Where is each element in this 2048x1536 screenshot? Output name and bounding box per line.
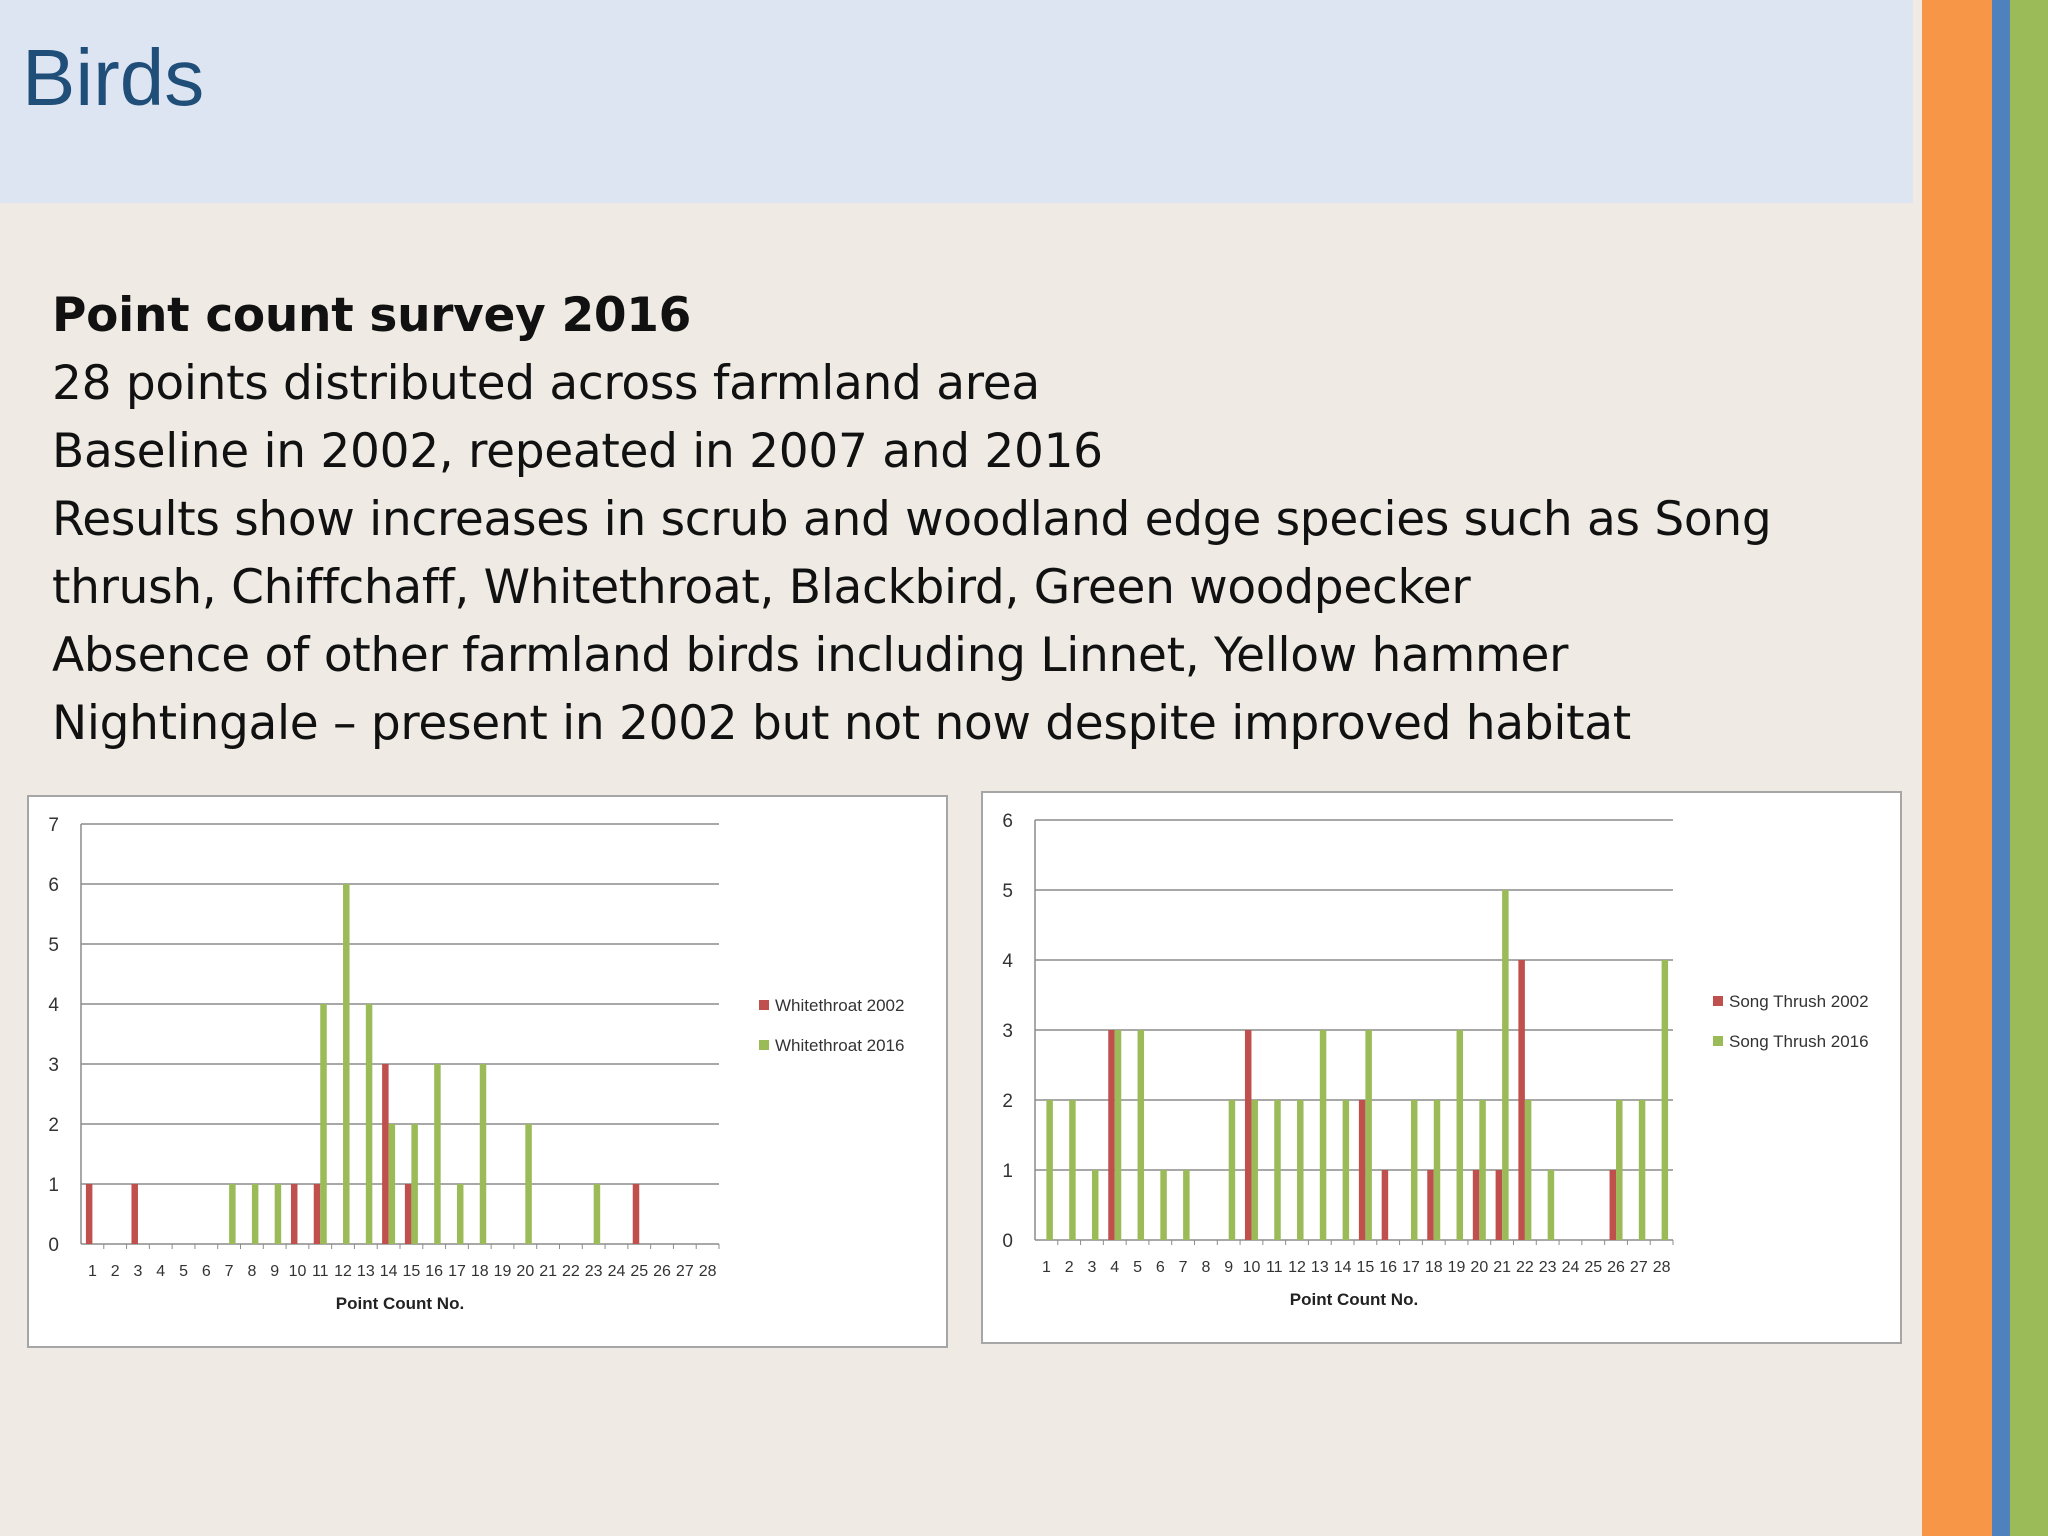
song-thrush-y-tick-label: 0 [1002,1231,1013,1252]
whitethroat-x-tick-label: 10 [288,1263,307,1280]
song-thrush-x-tick-label: 28 [1652,1259,1671,1276]
song-thrush-x-tick-label: 20 [1470,1259,1489,1276]
whitethroat-x-tick-label: 14 [379,1263,398,1280]
song-thrush-bar-2016-point-26 [1616,1100,1623,1240]
whitethroat-bar-2016-point-16 [434,1064,441,1244]
whitethroat-x-tick-label: 2 [110,1263,120,1280]
song-thrush-x-tick-label: 24 [1561,1259,1580,1276]
whitethroat-chart [27,795,948,1348]
whitethroat-x-tick-label: 25 [630,1263,649,1280]
whitethroat-x-tick-label: 7 [224,1263,234,1280]
blue-side-stripe [1992,0,2010,1536]
song-thrush-x-tick-label: 27 [1629,1259,1648,1276]
whitethroat-x-tick-label: 13 [356,1263,375,1280]
whitethroat-x-tick-label: 27 [675,1263,694,1280]
song-thrush-bar-2016-point-14 [1343,1100,1350,1240]
whitethroat-y-tick-label: 4 [48,995,59,1016]
song-thrush-y-tick-label: 2 [1002,1091,1013,1112]
whitethroat-bar-2002-point-14 [382,1064,389,1244]
song-thrush-bar-2016-point-18 [1434,1100,1441,1240]
whitethroat-x-tick-label: 21 [539,1263,558,1280]
song-thrush-bar-2002-point-10 [1245,1030,1252,1240]
whitethroat-x-tick-label: 17 [448,1263,466,1280]
whitethroat-x-tick-label: 11 [311,1263,329,1280]
song-thrush-x-tick-label: 26 [1607,1259,1625,1276]
song-thrush-y-tick-label: 3 [1002,1021,1013,1042]
whitethroat-y-tick-label: 3 [48,1055,59,1076]
song-thrush-x-tick-label: 14 [1333,1259,1352,1276]
song-thrush-bar-2016-point-9 [1229,1100,1236,1240]
whitethroat-legend-swatch [759,1000,769,1010]
song-thrush-legend-label: Song Thrush 2016 [1729,1032,1869,1051]
whitethroat-y-tick-label: 6 [48,875,59,896]
whitethroat-x-tick-label: 9 [270,1263,280,1280]
song-thrush-y-tick-label: 1 [1002,1161,1013,1182]
song-thrush-x-tick-label: 19 [1447,1259,1466,1276]
song-thrush-y-tick-label: 4 [1002,951,1013,972]
orange-side-stripe [1922,0,1992,1536]
whitethroat-x-tick-label: 24 [607,1263,626,1280]
song-thrush-bar-2016-point-23 [1548,1170,1555,1240]
song-thrush-bar-2016-point-15 [1365,1030,1372,1240]
whitethroat-bar-2016-point-20 [525,1124,532,1244]
song-thrush-x-tick-label: 7 [1178,1259,1188,1276]
song-thrush-x-tick-label: 9 [1224,1259,1234,1276]
whitethroat-bar-2016-point-13 [366,1004,373,1244]
song-thrush-bar-2002-point-22 [1518,960,1525,1240]
whitethroat-bar-2002-point-11 [314,1184,321,1244]
whitethroat-x-tick-label: 22 [561,1263,580,1280]
whitethroat-x-tick-label: 28 [698,1263,717,1280]
song-thrush-x-tick-label: 18 [1424,1259,1443,1276]
song-thrush-bar-2016-point-10 [1251,1100,1258,1240]
song-thrush-legend-swatch [1713,996,1723,1006]
song-thrush-x-tick-label: 11 [1265,1259,1283,1276]
title-banner [0,0,1913,203]
whitethroat-bar-2016-point-12 [343,884,350,1244]
song-thrush-x-tick-label: 12 [1288,1259,1306,1276]
song-thrush-x-tick-label: 2 [1064,1259,1074,1276]
song-thrush-x-tick-label: 1 [1041,1259,1051,1276]
song-thrush-bar-2016-point-4 [1115,1030,1122,1240]
song-thrush-bar-2002-point-26 [1610,1170,1617,1240]
whitethroat-y-tick-label: 0 [48,1235,59,1256]
song-thrush-bar-2016-point-27 [1639,1100,1646,1240]
song-thrush-bar-2016-point-11 [1274,1100,1281,1240]
whitethroat-x-tick-label: 4 [156,1263,166,1280]
whitethroat-y-tick-label: 7 [48,815,59,836]
whitethroat-y-tick-label: 2 [48,1115,59,1136]
slide-body [52,282,1852,758]
whitethroat-x-tick-label: 23 [584,1263,603,1280]
whitethroat-x-tick-label: 26 [653,1263,671,1280]
song-thrush-bar-2016-point-7 [1183,1170,1190,1240]
whitethroat-legend-label: Whitethroat 2016 [775,1036,905,1055]
song-thrush-bar-2016-point-22 [1525,1100,1532,1240]
whitethroat-x-tick-label: 12 [334,1263,352,1280]
whitethroat-x-tick-label: 16 [425,1263,444,1280]
whitethroat-bar-2002-point-15 [405,1184,412,1244]
song-thrush-legend-swatch [1713,1036,1723,1046]
song-thrush-legend-label: Song Thrush 2002 [1729,992,1869,1011]
song-thrush-x-axis-label: Point Count No. [1289,1290,1419,1309]
song-thrush-bar-2016-point-19 [1457,1030,1464,1240]
slide-title: Birds [22,33,205,122]
song-thrush-bar-2002-point-4 [1108,1030,1115,1240]
whitethroat-bar-2016-point-15 [411,1124,418,1244]
song-thrush-x-tick-label: 17 [1402,1259,1420,1276]
whitethroat-bar-2016-point-11 [320,1004,327,1244]
whitethroat-legend-label: Whitethroat 2002 [775,996,905,1015]
whitethroat-x-tick-label: 18 [470,1263,489,1280]
whitethroat-x-tick-label: 8 [247,1263,257,1280]
song-thrush-bar-2016-point-17 [1411,1100,1418,1240]
song-thrush-bar-2016-point-3 [1092,1170,1099,1240]
song-thrush-bar-2016-point-1 [1046,1100,1053,1240]
whitethroat-bar-2002-point-25 [633,1184,640,1244]
song-thrush-bar-2016-point-5 [1138,1030,1145,1240]
whitethroat-bar-2002-point-10 [291,1184,298,1244]
body-line-results: Results show increases in scrub and woodland edge species such as Song thrush, Chiffchaff, Whitethroat, Blackbird, Green woodpecker [52,492,1772,615]
song-thrush-x-tick-label: 25 [1584,1259,1603,1276]
song-thrush-x-tick-label: 13 [1310,1259,1329,1276]
whitethroat-x-tick-label: 3 [133,1263,143,1280]
song-thrush-x-tick-label: 10 [1242,1259,1261,1276]
song-thrush-bar-2016-point-21 [1502,890,1509,1240]
song-thrush-bar-2002-point-20 [1473,1170,1480,1240]
song-thrush-y-tick-label: 6 [1002,811,1013,832]
whitethroat-x-axis-label: Point Count No. [335,1294,465,1313]
song-thrush-x-tick-label: 4 [1110,1259,1120,1276]
song-thrush-chart-svg [983,793,1904,1346]
body-line-absence: Absence of other farmland birds including Linnet, Yellow hammer [52,628,1569,683]
whitethroat-legend-swatch [759,1040,769,1050]
song-thrush-bar-2016-point-28 [1662,960,1669,1240]
song-thrush-x-tick-label: 16 [1379,1259,1398,1276]
song-thrush-bar-2002-point-18 [1427,1170,1434,1240]
whitethroat-bar-2016-point-9 [275,1184,282,1244]
whitethroat-chart-svg [29,797,950,1350]
whitethroat-bar-2016-point-8 [252,1184,259,1244]
whitethroat-x-tick-label: 15 [402,1263,421,1280]
song-thrush-bar-2002-point-16 [1382,1170,1389,1240]
whitethroat-y-tick-label: 5 [48,935,59,956]
song-thrush-bar-2016-point-20 [1479,1100,1486,1240]
whitethroat-bar-2002-point-3 [131,1184,138,1244]
song-thrush-x-tick-label: 3 [1087,1259,1097,1276]
song-thrush-bar-2002-point-21 [1496,1170,1503,1240]
song-thrush-x-tick-label: 21 [1493,1259,1512,1276]
song-thrush-x-tick-label: 22 [1515,1259,1534,1276]
green-side-stripe [2010,0,2048,1536]
whitethroat-x-tick-label: 1 [87,1263,97,1280]
song-thrush-x-tick-label: 5 [1133,1259,1142,1276]
body-line-nightingale: Nightingale – present in 2002 but not now despite improved habitat [52,696,1631,751]
whitethroat-bar-2016-point-18 [480,1064,487,1244]
whitethroat-bar-2002-point-1 [86,1184,93,1244]
whitethroat-x-tick-label: 5 [179,1263,188,1280]
whitethroat-bar-2016-point-23 [594,1184,601,1244]
whitethroat-bar-2016-point-7 [229,1184,236,1244]
whitethroat-x-tick-label: 20 [516,1263,535,1280]
song-thrush-bar-2002-point-15 [1359,1100,1366,1240]
whitethroat-x-tick-label: 19 [493,1263,512,1280]
song-thrush-x-tick-label: 8 [1201,1259,1211,1276]
song-thrush-bar-2016-point-2 [1069,1100,1076,1240]
song-thrush-x-tick-label: 6 [1155,1259,1165,1276]
whitethroat-bar-2016-point-17 [457,1184,464,1244]
body-line-points: 28 points distributed across farmland area [52,356,1040,411]
song-thrush-bar-2016-point-6 [1160,1170,1167,1240]
song-thrush-x-tick-label: 15 [1356,1259,1375,1276]
song-thrush-x-tick-label: 23 [1538,1259,1557,1276]
whitethroat-bar-2016-point-14 [389,1124,396,1244]
song-thrush-y-tick-label: 5 [1002,881,1013,902]
song-thrush-bar-2016-point-13 [1320,1030,1327,1240]
body-line-baseline: Baseline in 2002, repeated in 2007 and 2016 [52,424,1103,479]
song-thrush-bar-2016-point-12 [1297,1100,1304,1240]
body-heading: Point count survey 2016 [52,288,692,343]
whitethroat-y-tick-label: 1 [48,1175,59,1196]
whitethroat-x-tick-label: 6 [201,1263,211,1280]
song-thrush-chart [981,791,1902,1344]
